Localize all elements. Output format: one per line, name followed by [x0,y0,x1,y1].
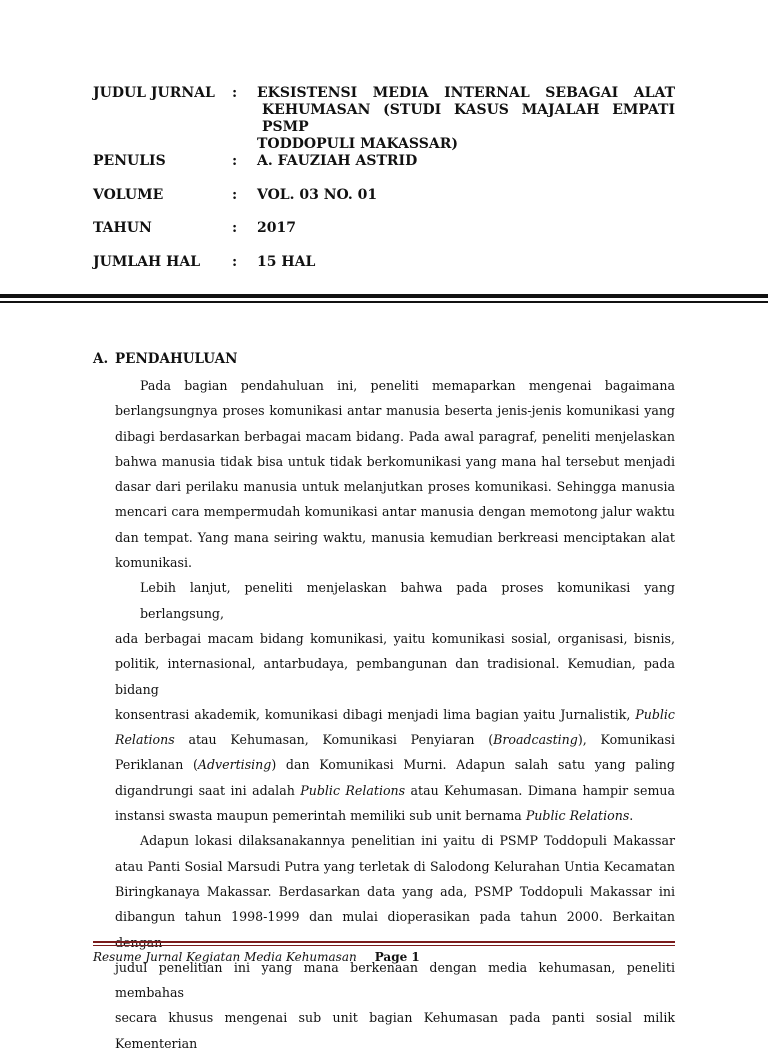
text-line: Relations atau Kehumasan, Komunikasi Penyiaran (Broadcasting), Komunikasi [115,732,675,748]
meta-label: VOLUME [93,187,164,203]
meta-colon: : [232,153,238,169]
text-line: mencari cara mempermudah komunikasi antar manusia dengan memotong jalur waktu [115,504,675,520]
title-line: KEHUMASAN (STUDI KASUS MAJALAH EMPATI PSMP [262,102,675,135]
text-line: secara khusus mengenai sub unit bagian Kehumasan pada panti sosial milik Kementerian [115,1010,675,1051]
text-line: politik, internasional, antarbudaya, pembangunan dan tradisional. Kemudian, pada bidang [115,656,675,697]
paragraph [115,575,675,828]
page-footer [93,950,420,964]
text-line: dan tempat. Yang mana seiring waktu, manusia kemudian berkreasi menciptakan alat [115,529,675,545]
text-line: instansi swasta maupun pemerintah memiliki sub unit bernama Public Relations. [115,808,634,824]
meta-label: JUMLAH HAL [93,254,201,270]
page-number: Page 1 [374,950,420,964]
meta-label: JUDUL JURNAL [93,85,215,101]
footer-divider [93,941,675,946]
meta-row-year [93,220,675,254]
meta-value: A. FAUZIAH ASTRID [257,153,418,169]
text-line: konsentrasi akademik, komunikasi dibagi menjadi lima bagian yaitu Jurnalistik, Public [115,706,675,722]
text-line: dibagi berdasarkan berbagai macam bidang. Pada awal paragraf, peneliti menjelaskan [115,428,675,444]
text-line: dibangun tahun 1998-1999 dan mulai dioperasikan pada tahun 2000. Berkaitan [115,909,675,925]
paragraph [115,373,675,575]
footer-title: Resume Jurnal Kegiatan Media Kehumasan [93,950,357,964]
text-line: ada berbagai macam bidang komunikasi, yaitu komunikasi sosial, organisasi, bisnis, [115,630,675,646]
section-heading [93,351,237,367]
meta-row-author [93,153,675,187]
meta-row-title [93,85,675,153]
section-number: A. [93,351,109,367]
text-line: komunikasi. [115,555,193,571]
title-line: TODDOPULI MAKASSAR) [257,136,458,152]
meta-row-pages [93,254,675,274]
meta-colon: : [232,187,238,203]
meta-value: 2017 [257,220,296,236]
text-line: Biringkanaya Makassar. Berdasarkan data yang ada, PSMP Toddopuli Makassar ini [115,883,675,899]
text-line: atau Panti Sosial Marsudi Putra yang terletak di Salodong Kelurahan Untia Kecamatan [115,858,675,874]
text-line: Periklanan (Advertising) dan Komunikasi Murni. Adapun salah satu yang paling [115,757,675,773]
meta-row-volume [93,187,675,220]
meta-label: TAHUN [93,220,152,236]
text-line: Pada bagian pendahuluan ini, peneliti memaparkan mengenai bagaimana [140,378,675,393]
journal-metadata [93,85,675,274]
meta-value [257,85,675,153]
section-title: PENDAHULUAN [115,351,238,367]
meta-colon: : [232,220,238,236]
text-line: bahwa manusia tidak bisa untuk tidak berkomunikasi yang mana hal tersebut menjadi [115,453,675,469]
meta-value: 15 HAL [257,254,316,270]
text-line: judul penelitian ini yang mana berkenaan dengan media kehumasan, peneliti membahas [115,959,675,1001]
header-divider [0,294,768,303]
text-line: dasar dari perilaku manusia untuk melanjutkan proses komunikasi. Sehingga manusia [115,479,675,495]
meta-colon: : [232,254,238,270]
text-line: Lebih lanjut, peneliti menjelaskan bahwa pada proses komunikasi yang berlangsung, [140,580,675,621]
title-line: EKSISTENSI MEDIA INTERNAL SEBAGAI ALAT [257,85,675,101]
meta-label: PENULIS [93,153,166,169]
meta-colon: : [232,85,238,101]
text-line: berlangsungnya proses komunikasi antar manusia beserta jenis-jenis komunikasi yang [115,403,675,419]
text-line: Adapun lokasi dilaksanakannya penelitian ini yaitu di PSMP Toddopuli Makassar [140,833,675,849]
text-line: digandrungi saat ini adalah Public Relations atau Kehumasan. Dimana hampir semua [115,782,676,798]
meta-value: VOL. 03 NO. 01 [257,187,378,203]
